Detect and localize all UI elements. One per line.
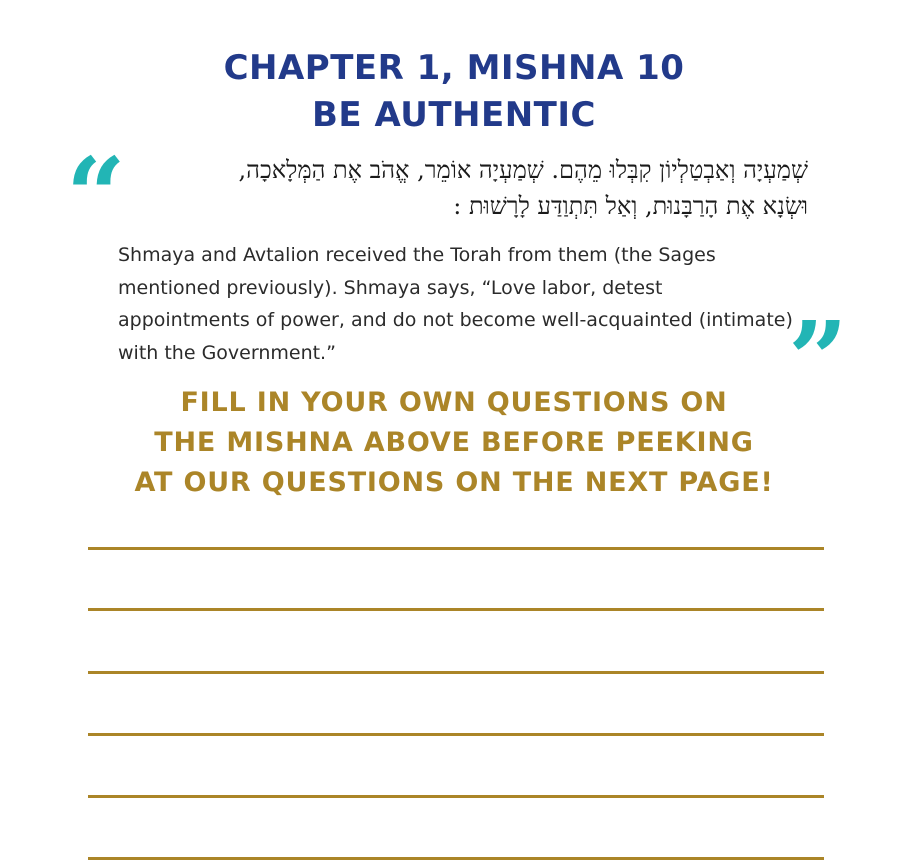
- close-quote-icon: ”: [788, 298, 848, 421]
- hebrew-mishna-text: שְׁמַעְיָה וְאַבְטַלְיוֹן קִבְּלוּ מֵהֶם. שְׁמַעְיָה אוֹמֵר, אֱהֹב אֶת הַמְּלָאכָה, וּשְׂנָא אֶת הָרַבָּנוּת, וְאַל תִּתְוַדַּע לָרָשׁוּת :: [238, 156, 808, 220]
- english-translation: Shmaya and Avtalion received the Torah from them (the Sages mentioned previously). Shmaya says, “Love labor, detest appointments of power, and do not become well-acquainted (intimate) with the Government.”: [118, 244, 793, 364]
- answer-line: [88, 547, 824, 550]
- answer-line: [88, 733, 824, 736]
- answer-line: [88, 608, 824, 611]
- chapter-heading: CHAPTER 1, MISHNA 10: [223, 48, 685, 88]
- open-quote-icon: “: [66, 134, 126, 257]
- prompt-line-2: THE MISHNA ABOVE BEFORE PEEKING: [154, 427, 754, 458]
- answer-line: [88, 671, 824, 674]
- mishna-title: BE AUTHENTIC: [312, 95, 596, 135]
- answer-line: [88, 795, 824, 798]
- prompt-line-1: FILL IN YOUR OWN QUESTIONS ON: [180, 387, 728, 418]
- answer-line: [88, 857, 824, 860]
- prompt-line-3: AT OUR QUESTIONS ON THE NEXT PAGE!: [134, 467, 774, 498]
